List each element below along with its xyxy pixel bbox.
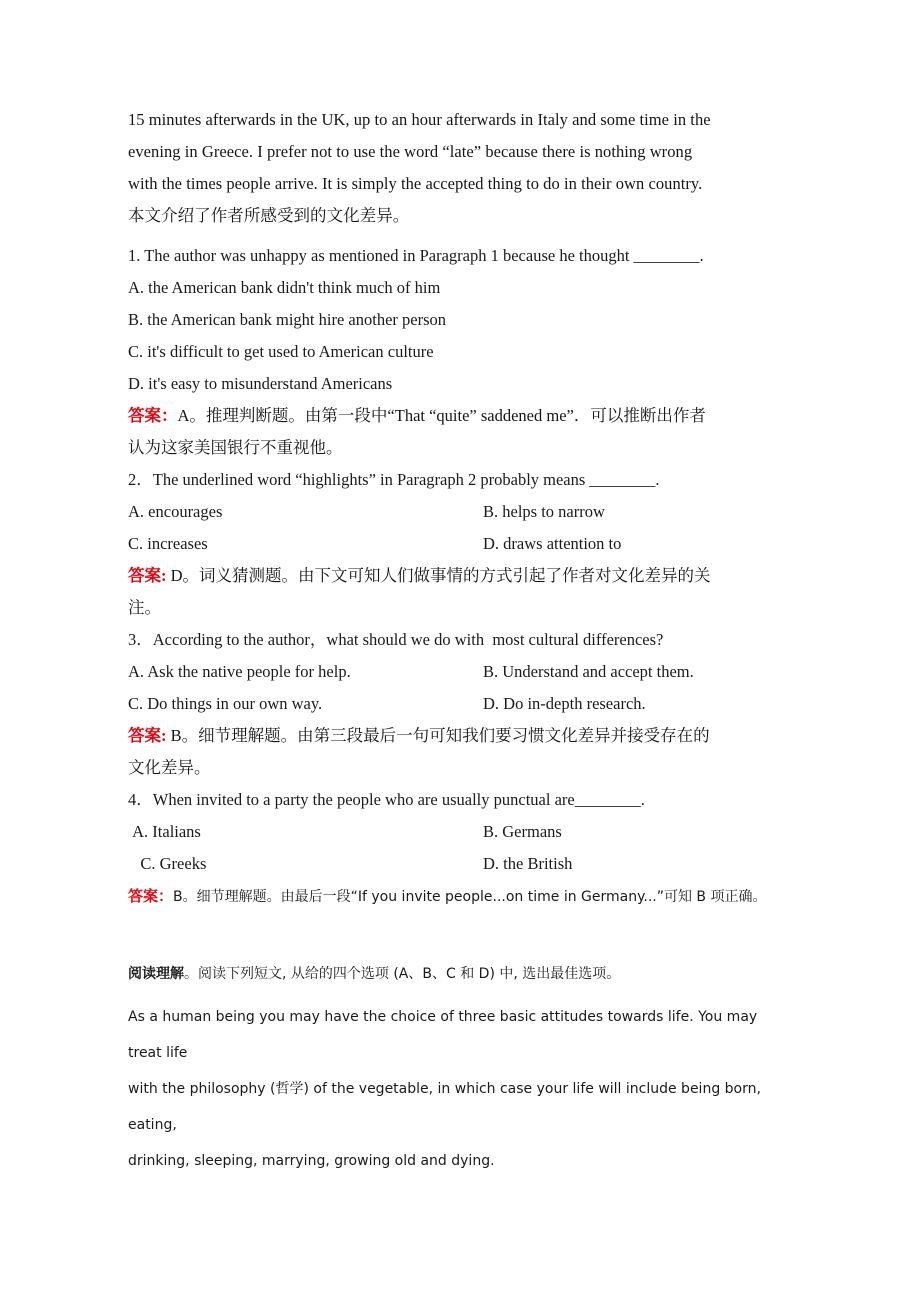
question-stem: 2．The underlined word “highlights” in Paragraph 2 probably means ________.	[128, 470, 660, 489]
option-d[interactable]: D. draws attention to	[483, 534, 622, 553]
passage-line: evening in Greece. I prefer not to use the word “late” because there is nothing wrong	[128, 142, 693, 161]
section-paragraph-line: As a human being you may have the choice of three basic attitudes towards life. You may treat life	[128, 1009, 762, 1061]
question-stem: 3．According to the author，what should we do with most cultural differences?	[128, 630, 664, 649]
answer-label: 答案:	[128, 726, 167, 745]
passage-line: 15 minutes afterwards in the UK, up to an hour afterwards in Italy and some time in the	[128, 110, 711, 129]
section-heading	[128, 957, 792, 991]
question-block-2	[128, 464, 792, 624]
passage-block	[128, 104, 792, 232]
question-block-1	[128, 240, 792, 464]
option-row	[128, 656, 792, 688]
option-c[interactable]: C. it's difficult to get used to American culture	[128, 342, 434, 361]
option-c[interactable]: C. Do things in our own way.	[128, 694, 323, 713]
document-page	[128, 104, 792, 1179]
answer-explanation	[128, 560, 792, 592]
spacer	[128, 232, 792, 240]
option-b[interactable]: B. helps to narrow	[483, 502, 605, 521]
answer-text: B。细节理解题。由第三段最后一句可知我们要习惯文化差异并接受存在的	[166, 726, 710, 745]
answer-text: D。词义猜测题。由下文可知人们做事情的方式引起了作者对文化差异的关	[166, 566, 711, 585]
option-d[interactable]: D. the British	[483, 854, 573, 873]
answer-explanation	[128, 720, 792, 752]
option-a[interactable]: A. the American bank didn't think much of him	[128, 278, 441, 297]
answer-text: A。推理判断题。由第一段中“That “quite” saddened me”．可以推断出作者	[177, 406, 706, 425]
option-a[interactable]: A. Italians	[128, 822, 201, 841]
passage-summary-line: 本文介绍了作者所感受到的文化差异。	[128, 206, 410, 225]
option-a[interactable]: A. Ask the native people for help.	[128, 662, 351, 681]
reading-comprehension-section	[128, 957, 792, 1179]
passage-line: with the times people arrive. It is simply the accepted thing to do in their own country.	[128, 174, 703, 193]
answer-explanation-line2: 文化差异。	[128, 758, 211, 777]
option-row	[128, 496, 792, 528]
option-row	[128, 816, 792, 848]
answer-explanation	[128, 400, 792, 432]
answer-explanation-line2: 认为这家美国银行不重视他。	[128, 438, 343, 457]
question-stem: 1. The author was unhappy as mentioned in Paragraph 1 because he thought ________.	[128, 246, 704, 265]
spacer	[128, 913, 792, 957]
question-block-4	[128, 784, 792, 913]
answer-label: 答案：	[128, 887, 174, 905]
option-a[interactable]: A. encourages	[128, 502, 223, 521]
question-stem: 4．When invited to a party the people who are usually punctual are________.	[128, 790, 645, 809]
option-b[interactable]: B. Understand and accept them.	[483, 662, 694, 681]
option-row	[128, 688, 792, 720]
answer-text: B。细节理解题。由最后一段“If you invite people...on time in Germany...”可知 B 项正确。	[173, 889, 767, 905]
section-heading-instructions: 。阅读下列短文, 从给的四个选项 (A、B、C 和 D) 中, 选出最佳选项。	[184, 966, 621, 982]
option-c[interactable]: C. increases	[128, 534, 208, 553]
answer-explanation	[128, 880, 792, 913]
option-b[interactable]: B. the American bank might hire another person	[128, 310, 446, 329]
section-heading-title: 阅读理解	[128, 966, 184, 982]
option-c[interactable]: C. Greeks	[128, 854, 207, 873]
option-b[interactable]: B. Germans	[483, 822, 562, 841]
answer-explanation-line2: 注。	[128, 598, 161, 617]
question-block-3	[128, 624, 792, 784]
option-d[interactable]: D. Do in-depth research.	[483, 694, 646, 713]
option-d[interactable]: D. it's easy to misunderstand Americans	[128, 374, 393, 393]
answer-label: 答案：	[128, 406, 178, 425]
spacer	[128, 991, 792, 999]
section-paragraph-line: with the philosophy (哲学) of the vegetable, in which case your life will include being born, eating,	[128, 1081, 766, 1133]
option-row	[128, 528, 792, 560]
option-row	[128, 848, 792, 880]
answer-label: 答案:	[128, 566, 167, 585]
section-paragraph-line: drinking, sleeping, marrying, growing old and dying.	[128, 1153, 495, 1169]
